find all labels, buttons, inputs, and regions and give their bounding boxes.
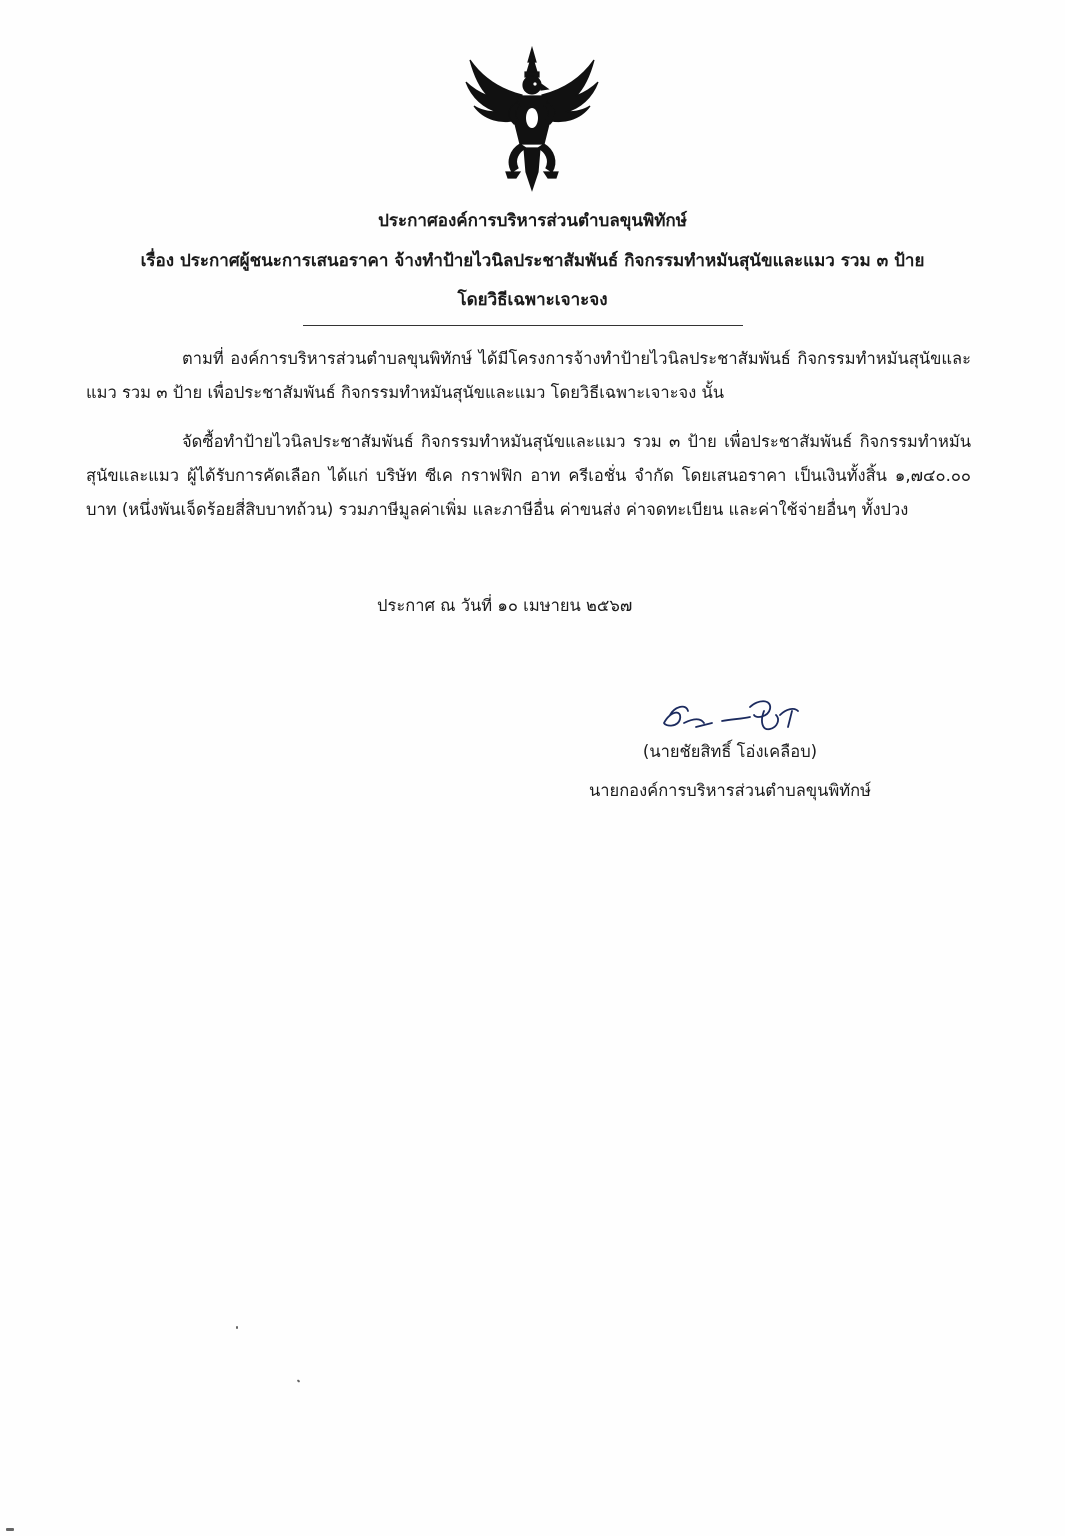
body-paragraph-1: ตามที่ องค์การบริหารส่วนตำบลขุนพิทักษ์ ได้มีโครงการจ้างทำป้ายไวนิลประชาสัมพันธ์ กิจกรรมทำหมันสุนัขและแมว รวม ๓ ป้าย เพื่อประชาสัมพันธ์ กิจกรรมทำหมันสุนัขและแมว โดยวิธีเฉพาะเจาะจง นั้น — [86, 349, 971, 402]
announcement-date: ประกาศ ณ วันที่ ๑๐ เมษายน ๒๕๖๗ — [377, 596, 633, 615]
garuda-emblem-icon — [462, 40, 602, 200]
announcement-subject: เรื่อง ประกาศผู้ชนะการเสนอราคา จ้างทำป้ายไวนิลประชาสัมพันธ์ กิจกรรมทำหมันสุนัขและแมว รวม ๓ ป้าย — [140, 251, 925, 271]
scan-speck — [6, 1528, 14, 1531]
announcement-title: ประกาศองค์การบริหารส่วนตำบลขุนพิทักษ์ — [378, 211, 687, 231]
scan-speck — [297, 1379, 301, 1382]
signatory-title: นายกองค์การบริหารส่วนตำบลขุนพิทักษ์ — [588, 781, 872, 800]
handwritten-signature — [652, 693, 817, 738]
signatory-name: (นายชัยสิทธิ์ โอ่งเคลือบ) — [642, 742, 818, 761]
title-divider — [303, 325, 743, 326]
body-paragraph-2: จัดซื้อทำป้ายไวนิลประชาสัมพันธ์ กิจกรรมทำหมันสุนัขและแมว รวม ๓ ป้าย เพื่อประชาสัมพันธ์ กิจกรรมทำหมันสุนัขและแมว ผู้ได้รับการคัดเลือก ได้แก่ บริษัท ซีเค กราฟฟิก อาท ครีเอชั่น จำกัด โดยเสนอราคา เป็นเงินทั้งสิ้น ๑,๗๔๐.๐๐ บาท (หนึ่งพันเจ็ดร้อยสี่สิบบาทถ้วน) รวมภาษีมูลค่าเพิ่ม และภาษีอื่น ค่าขนส่ง ค่าจดทะเบียน และค่าใช้จ่ายอื่นๆ ทั้งปวง — [86, 432, 971, 519]
scan-speck — [236, 1326, 238, 1329]
procurement-method: โดยวิธีเฉพาะเจาะจง — [457, 290, 608, 310]
